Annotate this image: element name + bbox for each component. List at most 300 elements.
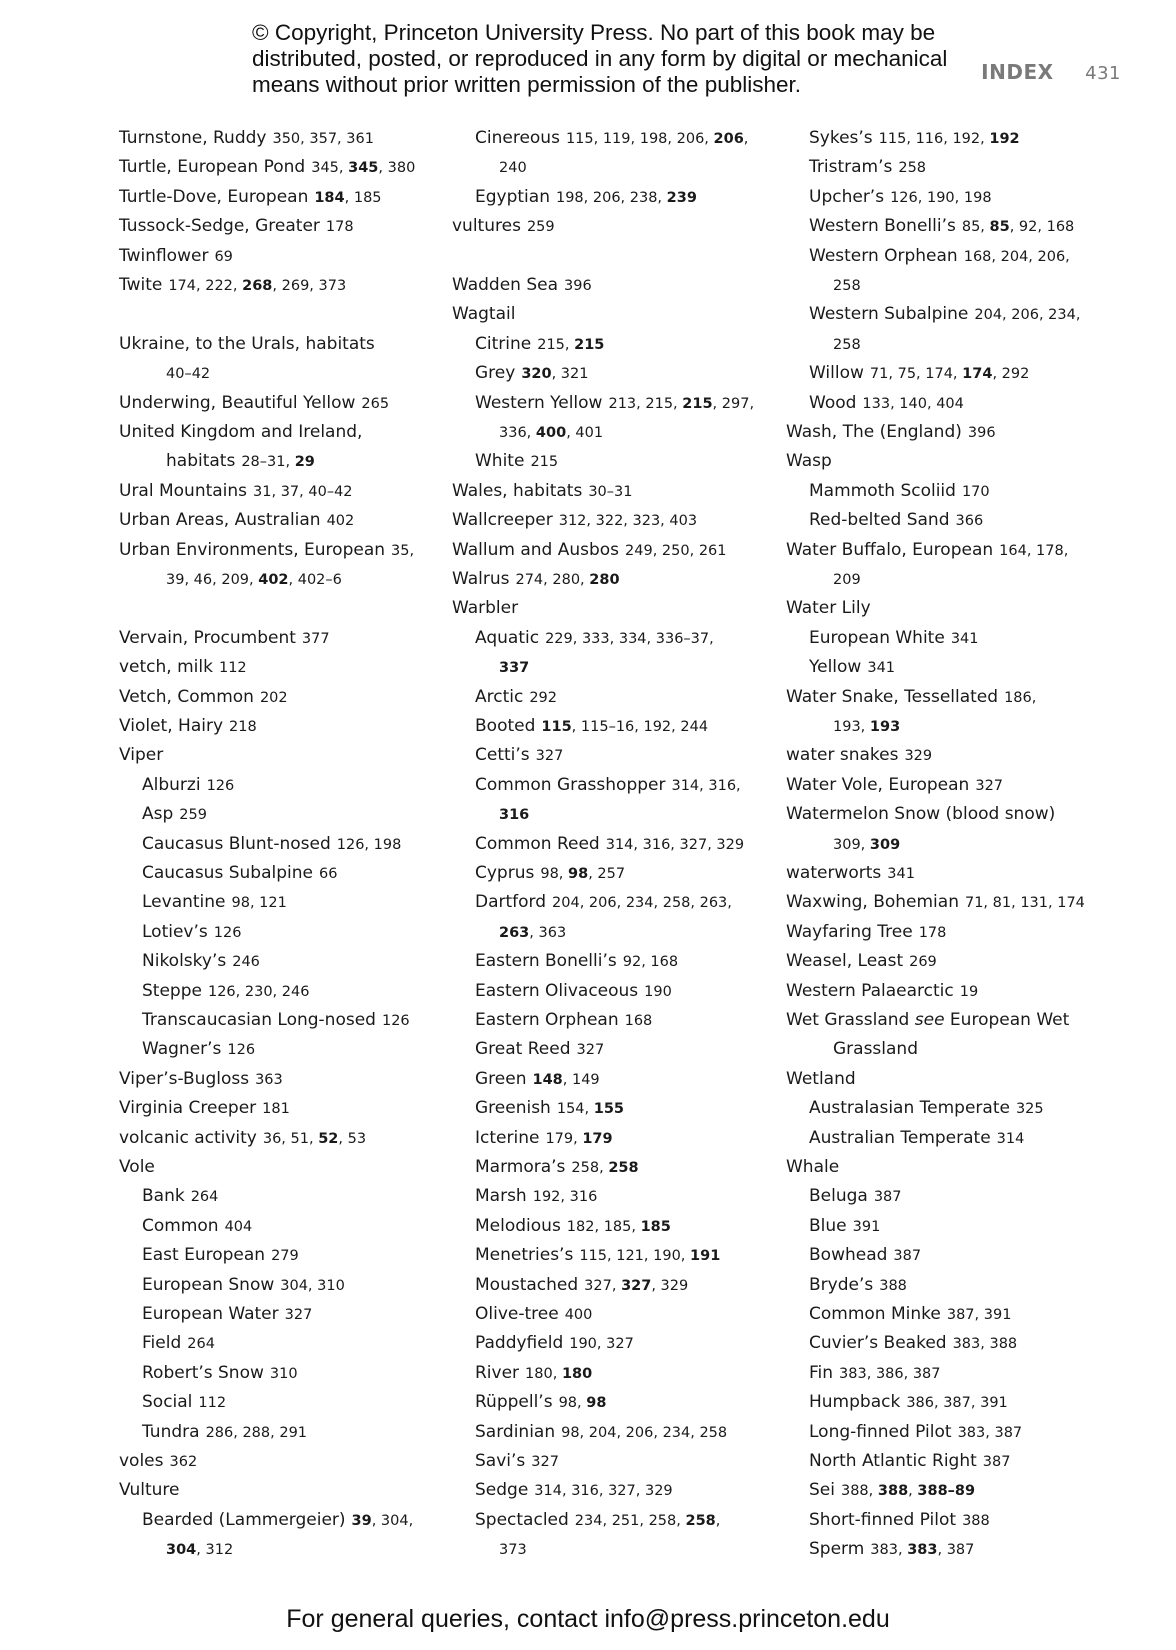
page-ref-illustration: 239 (666, 189, 697, 206)
index-entry (786, 418, 996, 447)
page-references (168, 278, 346, 294)
page-ref: 215 (530, 454, 559, 471)
page-references (311, 160, 415, 176)
copyright-line: © Copyright, Princeton University Press. No part of this book may be (252, 20, 936, 45)
index-subentry (142, 1506, 413, 1535)
index-subentry (809, 1241, 921, 1270)
page-references (515, 572, 619, 588)
index-subentry (475, 741, 563, 770)
page-ref: 193, (833, 719, 870, 735)
page-references (588, 484, 632, 500)
page-ref: 387 (982, 1454, 1011, 1470)
page-references (567, 1219, 671, 1235)
page-ref: 345, (311, 160, 349, 177)
index-term: East European (142, 1245, 266, 1266)
index-term: Waxwing, Bohemian (786, 892, 959, 913)
page-ref: 404 (224, 1218, 253, 1235)
index-subentry (475, 977, 672, 1006)
page-references (625, 543, 726, 559)
page-ref-illustration: 215 (574, 336, 605, 353)
index-entry (452, 565, 620, 594)
page-references (536, 748, 564, 764)
index-subentry (809, 124, 1020, 153)
index-term: Caucasus Subalpine (142, 863, 313, 883)
index-term: Sedge (475, 1480, 529, 1501)
page-ref: 28–31, (241, 454, 295, 471)
index-subentry (809, 624, 979, 653)
index-term: Water Buffalo, European (786, 539, 994, 560)
index-subentry (142, 977, 309, 1006)
page-references (951, 631, 979, 647)
index-entry (119, 212, 354, 241)
index-entry (119, 183, 382, 212)
index-term: Social (142, 1392, 193, 1413)
index-term: Underwing, Beautiful Yellow (119, 392, 356, 413)
page-ref: , 53 (338, 1130, 367, 1147)
index-subentry (142, 1271, 345, 1300)
index-subentry (809, 1212, 880, 1241)
page-ref: 209 (833, 572, 861, 588)
page-references (198, 1395, 226, 1411)
page-references (499, 160, 527, 176)
page-ref: 66 (318, 866, 338, 882)
page-ref: 192, 316 (532, 1189, 598, 1206)
index-subentry (142, 888, 287, 917)
page-ref: 292 (529, 689, 558, 706)
page-references (833, 572, 861, 588)
page-ref: 164, 178, (999, 542, 1069, 559)
index-term: Robert’s Snow (142, 1362, 264, 1383)
page-ref: 112 (218, 660, 247, 677)
page-ref: 388 (879, 1277, 907, 1294)
page-references (571, 1160, 638, 1176)
page-references (1016, 1101, 1044, 1117)
index-term: Grassland (833, 1039, 918, 1060)
page-ref: , 329 (651, 1277, 689, 1294)
page-ref: 126, 230, 246 (207, 983, 310, 1000)
page-references (862, 396, 963, 412)
page-references (833, 337, 861, 353)
index-term: Greenish (475, 1098, 551, 1119)
index-term: Alburzi (142, 774, 201, 795)
page-ref: , (743, 131, 749, 147)
index-subentry (499, 418, 603, 447)
index-subentry (833, 830, 900, 859)
page-references (997, 1131, 1025, 1147)
index-term: Icterine (475, 1127, 540, 1148)
index-subentry (809, 653, 895, 682)
page-ref-illustration: 52 (318, 1130, 339, 1147)
page-ref-illustration: 148 (532, 1071, 563, 1088)
page-ref-illustration: 320 (521, 366, 552, 383)
page-ref: 182, 185, (566, 1218, 641, 1235)
page-references (879, 131, 1020, 147)
page-references (557, 1101, 624, 1117)
page-ref-illustration: 29 (294, 454, 315, 471)
page-references (361, 396, 389, 412)
index-subentry (142, 800, 207, 829)
page-ref: 190 (644, 983, 672, 1000)
page-references (545, 631, 714, 647)
index-subentry (809, 1124, 1024, 1153)
page-references (565, 1307, 593, 1323)
index-term: United Kingdom and Ireland, (119, 422, 363, 442)
index-entry (452, 300, 515, 329)
page-ref: 366 (955, 513, 984, 530)
page-ref: 350, 357, 361 (272, 131, 374, 147)
index-subentry (809, 1271, 907, 1300)
index-term: Arctic (475, 686, 524, 707)
index-subentry (142, 1212, 252, 1241)
index-term: Green (475, 1068, 527, 1089)
page-ref: 240 (499, 160, 527, 177)
page-ref: 383, 387 (957, 1424, 1023, 1441)
page-references (527, 219, 555, 235)
page-references (947, 1307, 1012, 1323)
page-references (255, 1072, 283, 1088)
index-term: Wetland (786, 1068, 856, 1089)
index-subentry (475, 1271, 688, 1300)
index-subentry (142, 1006, 410, 1035)
page-ref: 213, 215, (608, 395, 683, 412)
index-entry (119, 330, 375, 359)
page-references (499, 660, 529, 676)
index-term: Nikolsky’s (142, 951, 227, 972)
index-subentry (499, 653, 529, 682)
index-term: Viper (119, 745, 164, 766)
index-subentry (142, 1359, 298, 1388)
index-term: Wash, The (England) (786, 422, 962, 442)
page-ref-illustration: 85 (989, 219, 1010, 236)
page-references (499, 925, 566, 941)
copyright-line: distributed, posted, or reproduced in any form by digital or mechanical (252, 46, 948, 71)
page-ref: , (908, 1483, 918, 1500)
index-term: Common Reed (475, 833, 600, 854)
page-ref: 279 (271, 1248, 299, 1265)
index-entry (786, 918, 946, 947)
page-ref: 286, 288, 291 (205, 1424, 308, 1441)
index-entry (786, 1006, 1069, 1035)
page-references (867, 660, 895, 676)
index-term: Aquatic (475, 627, 540, 648)
page-references (166, 366, 210, 382)
page-ref: 126, 198 (336, 836, 402, 853)
index-term: Bryde’s (809, 1274, 874, 1295)
index-term: Wagtail (452, 304, 516, 325)
page-ref: 327 (531, 1454, 559, 1470)
index-entry (119, 271, 346, 300)
page-ref: , 312 (196, 1542, 234, 1559)
index-term: Melodious (475, 1215, 561, 1236)
page-references (270, 1366, 298, 1382)
page-references (561, 1425, 727, 1441)
index-term: Yellow (809, 657, 862, 678)
index-subentry (809, 389, 964, 418)
page-ref: 85, (961, 219, 990, 236)
page-ref: , 269, 373 (272, 278, 347, 294)
page-ref-illustration: 309 (869, 836, 901, 853)
page-ref-illustration: 345 (348, 160, 379, 177)
index-entry (119, 536, 414, 565)
page-ref: 133, 140, 404 (862, 395, 964, 412)
index-term: Urban Environments, European (119, 539, 386, 560)
index-term: Wales, habitats (452, 480, 583, 501)
page-ref: 179, (545, 1130, 583, 1147)
page-ref: 387 (893, 1248, 922, 1265)
page-ref: 309, (833, 836, 870, 853)
index-subentry (809, 1418, 1022, 1447)
index-subentry (142, 1418, 307, 1447)
index-entry (452, 536, 727, 565)
index-term: Walrus (452, 569, 510, 589)
index-entry (786, 800, 1055, 829)
index-term: Sykes’s (809, 128, 873, 148)
index-subentry (809, 300, 1080, 329)
page-ref: 269 (909, 954, 937, 971)
page-ref: 168, 204, 206, (963, 248, 1070, 265)
index-subentry (142, 859, 337, 888)
index-term: North Atlantic Right (809, 1451, 977, 1471)
page-ref: 387 (873, 1189, 902, 1206)
index-term: waterworts (786, 863, 882, 883)
page-ref: 229, 333, 334, 336–37, (545, 630, 714, 647)
index-subentry (475, 330, 604, 359)
index-entry (119, 624, 330, 653)
page-references (962, 484, 990, 500)
page-references (532, 1072, 599, 1088)
page-references (960, 984, 978, 1000)
page-ref: 396 (564, 278, 592, 294)
page-ref: 92, 168 (622, 954, 679, 971)
index-subentry (166, 359, 210, 388)
page-ref: 258 (833, 336, 861, 353)
page-ref: 35, (391, 542, 415, 559)
index-subentry (809, 1535, 974, 1564)
page-ref-illustration: 402 (258, 572, 289, 588)
page-ref: 180, (525, 1365, 562, 1382)
page-references (187, 1336, 215, 1352)
index-entry (786, 1065, 856, 1094)
page-references (232, 895, 287, 911)
index-term: Twite (119, 275, 163, 295)
index-entry (119, 418, 362, 447)
page-references (166, 572, 342, 588)
index-entry (119, 653, 247, 682)
index-term: Field (142, 1333, 182, 1354)
index-term: Wayfaring Tree (786, 921, 913, 942)
index-entry (119, 1447, 197, 1476)
index-entry (119, 1153, 155, 1182)
index-subentry (166, 447, 315, 476)
index-term: Booted (475, 716, 536, 736)
footer-contact: For general queries, contact info@press.princeton.edu (286, 1605, 890, 1633)
page-ref-illustration: 98 (568, 866, 589, 882)
page-references (999, 543, 1068, 559)
index-term: Cetti’s (475, 745, 530, 766)
page-number: 431 (1085, 63, 1121, 84)
index-subentry (166, 1535, 233, 1564)
page-ref: 126 (227, 1042, 256, 1059)
page-ref: 178 (918, 924, 947, 941)
page-ref: 40–42 (166, 366, 211, 383)
page-references (625, 1013, 653, 1029)
index-term: Upcher’s (809, 186, 885, 207)
page-ref-illustration: 388 (877, 1483, 909, 1500)
index-term: Watermelon Snow (blood snow) (786, 804, 1056, 825)
page-references (962, 219, 1074, 235)
index-subentry (809, 1359, 941, 1388)
index-subentry (475, 1182, 597, 1211)
index-term: Bowhead (809, 1245, 888, 1266)
index-subentry (475, 859, 625, 888)
index-term: Humpback (809, 1392, 901, 1413)
index-term: Eastern Orphean (475, 1010, 619, 1030)
page-ref: 215, (537, 336, 575, 353)
page-ref: 341 (950, 630, 979, 647)
page-ref: 202 (259, 689, 288, 706)
page-references (962, 1513, 990, 1529)
page-ref: 168 (624, 1013, 653, 1029)
index-subentry (166, 565, 342, 594)
page-ref-illustration: 206 (713, 131, 744, 147)
index-term: Blue (809, 1215, 847, 1236)
page-references (179, 807, 207, 823)
page-ref: 341 (867, 660, 896, 677)
page-references (839, 1366, 940, 1382)
page-ref: 178 (325, 219, 354, 236)
page-references (337, 837, 402, 853)
index-subentry (142, 1300, 312, 1329)
index-subentry (809, 1506, 990, 1535)
page-ref: 373 (499, 1542, 527, 1559)
index-term: European Water (142, 1304, 279, 1324)
page-ref: 258 (833, 278, 861, 294)
page-ref: 274, 280, (515, 572, 590, 588)
index-term: Red-belted Sand (809, 510, 950, 531)
index-term: Rüppell’s (475, 1392, 553, 1413)
page-references (606, 837, 744, 853)
index-entry (119, 1124, 366, 1153)
index-subentry (142, 1241, 299, 1270)
index-term: Tristram’s (809, 157, 893, 178)
page-ref: , 149 (562, 1071, 600, 1088)
page-ref-illustration: 155 (593, 1101, 625, 1118)
page-ref: 115, 119, 198, 206, (565, 131, 714, 147)
page-ref: 327 (284, 1307, 313, 1323)
index-term: Moustached (475, 1274, 579, 1295)
page-ref: 126 (381, 1013, 410, 1029)
index-subentry (475, 1094, 624, 1123)
index-term: Bank (142, 1186, 185, 1207)
page-references (352, 1513, 414, 1529)
page-references (556, 190, 697, 206)
page-ref-illustration: 268 (242, 278, 273, 294)
index-subentry (475, 389, 754, 418)
page-references (260, 690, 288, 706)
page-ref: 388 (962, 1512, 990, 1529)
page-ref: 234, 251, 258, (574, 1512, 686, 1529)
index-subentry (475, 1388, 606, 1417)
index-entry (452, 212, 555, 241)
index-entry (452, 271, 592, 300)
index-subentry (499, 800, 529, 829)
index-subentry (809, 1388, 1008, 1417)
index-term: water snakes (786, 745, 899, 766)
index-subentry (499, 918, 566, 947)
page-references (499, 425, 603, 441)
page-references (569, 1336, 634, 1352)
index-subentry (475, 1359, 592, 1388)
page-ref: 259 (179, 807, 207, 824)
index-entry (786, 977, 978, 1006)
page-ref-illustration: 258 (685, 1512, 716, 1529)
page-ref: , 363 (529, 924, 567, 941)
index-term: Lotiev’s (142, 921, 208, 942)
page-ref: 126 (206, 777, 235, 794)
index-term: habitats (166, 451, 236, 472)
index-subentry (833, 1035, 918, 1064)
index-term: Dartford (475, 892, 547, 913)
page-ref: , 297, (712, 395, 755, 412)
index-term: Savi’s (475, 1451, 526, 1471)
index-subentry (475, 447, 558, 476)
index-term: European Snow (142, 1274, 275, 1295)
index-term: Long-finned Pilot (809, 1421, 952, 1442)
page-ref-illustration: 400 (535, 425, 567, 441)
page-references (499, 1542, 527, 1558)
page-references (919, 925, 947, 941)
index-entry (119, 477, 353, 506)
index-subentry (475, 1065, 600, 1094)
page-references (206, 1425, 307, 1441)
copyright-notice (252, 20, 952, 98)
page-references (870, 366, 1029, 382)
index-term: Australasian Temperate (809, 1098, 1010, 1119)
page-ref: 115, 116, 192, (878, 131, 990, 147)
index-term: Willow (809, 363, 864, 384)
page-ref: 39, 46, 209, (166, 572, 259, 588)
index-term: Turnstone, Ruddy (119, 128, 267, 148)
page-ref: 400 (564, 1307, 593, 1323)
index-term: European White (809, 627, 945, 648)
page-references (232, 954, 260, 970)
page-ref-illustration: 191 (690, 1248, 721, 1265)
page-ref: 126, 190, 198 (890, 189, 992, 206)
see-reference: see (914, 1010, 945, 1030)
index-term: Wadden Sea (452, 275, 559, 295)
index-entry (119, 1065, 283, 1094)
index-entry (119, 242, 233, 271)
page-references (263, 1131, 366, 1147)
index-subentry (833, 330, 861, 359)
page-references (1004, 690, 1036, 706)
page-ref: 218 (229, 719, 257, 735)
page-references (219, 660, 247, 676)
index-entry (119, 389, 389, 418)
index-term: Transcaucasian Long-nosed (142, 1010, 376, 1030)
page-ref: 249, 250, 261 (625, 542, 727, 559)
index-term: Weasel, Least (786, 951, 904, 972)
index-term: Water Snake, Tessellated (786, 686, 999, 707)
page-references (841, 1483, 975, 1499)
index-subentry (475, 1035, 604, 1064)
index-term: Common Grasshopper (475, 774, 666, 795)
index-subentry (475, 1124, 613, 1153)
page-ref: 69 (214, 248, 233, 265)
copyright-line: means without prior written permission of the publisher. (252, 72, 802, 97)
page-ref: , 292 (992, 366, 1030, 383)
page-ref: 325 (1015, 1101, 1044, 1118)
